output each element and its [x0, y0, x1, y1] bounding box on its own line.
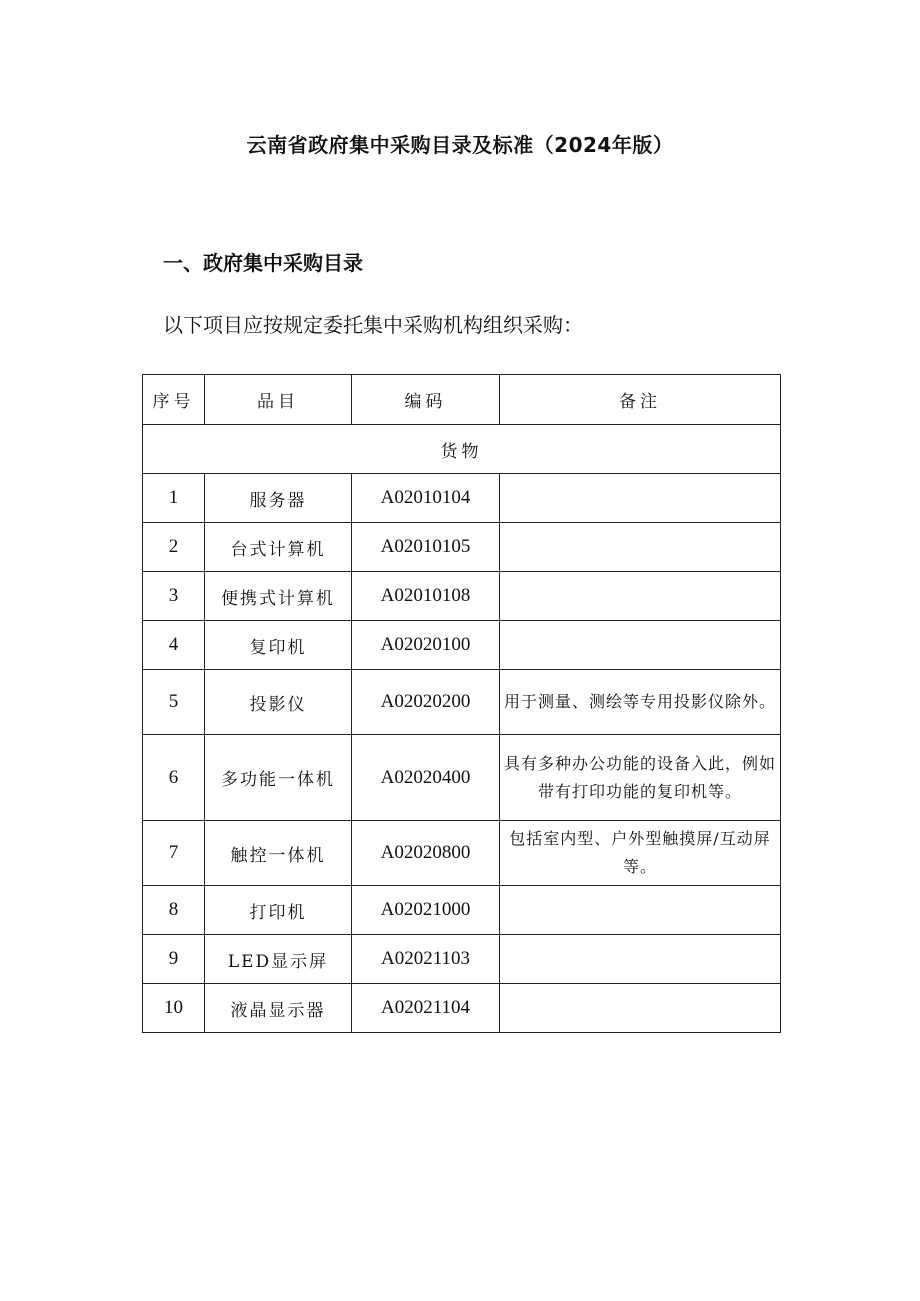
row-code: A02020100 [352, 621, 500, 670]
row-note [500, 621, 781, 670]
row-item: 液晶显示器 [205, 984, 352, 1033]
header-note: 备注 [500, 375, 781, 425]
document-title: 云南省政府集中采购目录及标准（2024年版） [246, 133, 674, 157]
table-row [143, 523, 781, 572]
header-item: 品目 [205, 375, 352, 425]
row-item: 打印机 [205, 886, 352, 935]
group-row-goods [143, 425, 781, 474]
row-no: 10 [143, 984, 205, 1033]
row-note: 用于测量、测绘等专用投影仪除外。 [500, 670, 781, 735]
table-row [143, 474, 781, 523]
row-item: 台式计算机 [205, 523, 352, 572]
row-no: 3 [143, 572, 205, 621]
row-code: A02010104 [352, 474, 500, 523]
row-code: A02021104 [352, 984, 500, 1033]
row-note [500, 886, 781, 935]
row-code: A02010108 [352, 572, 500, 621]
row-no: 9 [143, 935, 205, 984]
row-note: 具有多种办公功能的设备入此，例如带有打印功能的复印机等。 [500, 735, 781, 821]
table-header-row [143, 375, 781, 425]
table-row [143, 886, 781, 935]
row-code: A02010105 [352, 523, 500, 572]
row-item: LED显示屏 [205, 935, 352, 984]
table-row [143, 984, 781, 1033]
section-heading: 一、政府集中采购目录 [163, 251, 363, 275]
row-code: A02020400 [352, 735, 500, 821]
table-row [143, 670, 781, 735]
row-item: 触控一体机 [205, 821, 352, 886]
row-item: 复印机 [205, 621, 352, 670]
table-row [143, 821, 781, 886]
row-code: A02021000 [352, 886, 500, 935]
row-code: A02021103 [352, 935, 500, 984]
row-item: 便携式计算机 [205, 572, 352, 621]
row-note [500, 474, 781, 523]
row-note: 包括室内型、户外型触摸屏/互动屏等。 [500, 821, 781, 886]
procurement-catalog-table [142, 374, 781, 1033]
row-note [500, 523, 781, 572]
table-row [143, 935, 781, 984]
row-no: 7 [143, 821, 205, 886]
row-note [500, 572, 781, 621]
row-no: 2 [143, 523, 205, 572]
row-note [500, 984, 781, 1033]
group-label: 货物 [143, 425, 781, 474]
table-row [143, 735, 781, 821]
table-row [143, 572, 781, 621]
row-no: 8 [143, 886, 205, 935]
row-no: 1 [143, 474, 205, 523]
row-code: A02020200 [352, 670, 500, 735]
header-code: 编码 [352, 375, 500, 425]
table-row [143, 621, 781, 670]
row-note [500, 935, 781, 984]
row-item: 服务器 [205, 474, 352, 523]
header-no: 序号 [143, 375, 205, 425]
row-no: 5 [143, 670, 205, 735]
row-no: 6 [143, 735, 205, 821]
row-item: 多功能一体机 [205, 735, 352, 821]
row-code: A02020800 [352, 821, 500, 886]
row-item: 投影仪 [205, 670, 352, 735]
intro-paragraph: 以下项目应按规定委托集中采购机构组织采购： [163, 313, 583, 337]
row-no: 4 [143, 621, 205, 670]
